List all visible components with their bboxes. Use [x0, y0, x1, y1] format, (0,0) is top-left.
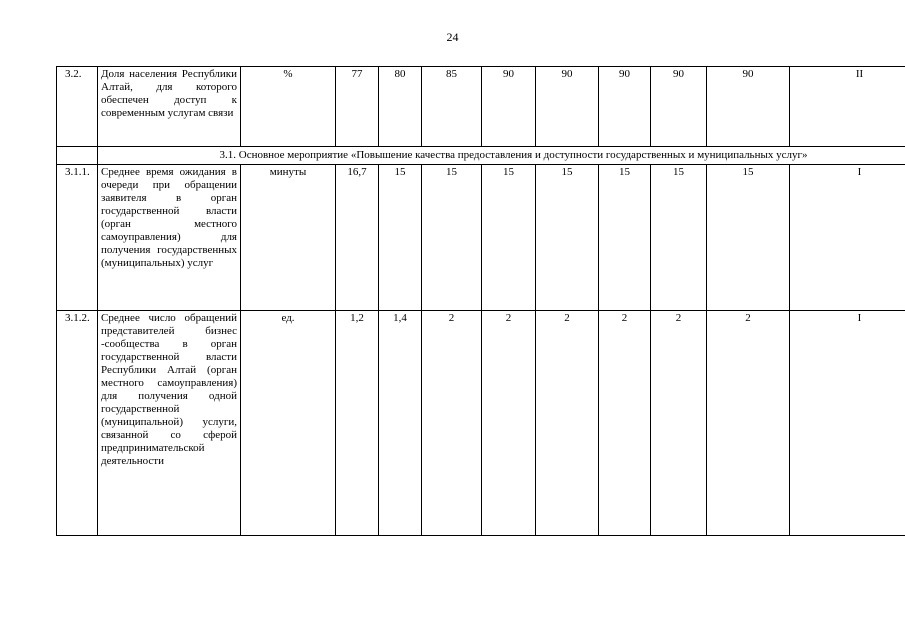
table-row	[57, 311, 905, 536]
indicator-name: Среднее время ожидания в очереди при обращении заявителя в орган государственной власти (орган местного самоуправления) для получения государственных (муниципальных) услуг	[98, 165, 241, 311]
row-number: 3.2.	[57, 67, 98, 147]
value-cell: 15	[651, 165, 707, 311]
page-number: 24	[446, 30, 459, 44]
row-number: 3.1.1.	[57, 165, 98, 311]
indicators-table	[56, 66, 905, 536]
table-row	[57, 165, 905, 311]
value-cell: 1,4	[379, 311, 422, 536]
value-cell: 77	[336, 67, 379, 147]
value-cell: 90	[482, 67, 536, 147]
value-cell: 90	[599, 67, 651, 147]
section-number-cell	[57, 147, 98, 165]
unit-cell: минуты	[241, 165, 336, 311]
value-cell: 15	[599, 165, 651, 311]
indicator-name: Среднее число обращений представителей бизнес -сообщества в орган государственной власти Республики Алтай (орган местного самоуправления) для получения одной государственной (муниципальной) услуги, связанной со сферой предпринимательской деятельности	[98, 311, 241, 536]
value-cell: 80	[379, 67, 422, 147]
value-cell: 90	[707, 67, 790, 147]
unit-cell: ед.	[241, 311, 336, 536]
value-cell: 2	[422, 311, 482, 536]
value-cell: 15	[536, 165, 599, 311]
type-cell: I	[790, 165, 905, 311]
type-cell: II	[790, 67, 905, 147]
value-cell: 2	[599, 311, 651, 536]
value-cell: 2	[651, 311, 707, 536]
value-cell: 1,2	[336, 311, 379, 536]
row-number: 3.1.2.	[57, 311, 98, 536]
value-cell: 15	[379, 165, 422, 311]
section-title: 3.1. Основное мероприятие «Повышение качества предоставления и доступности государственных и муниципальных услуг»	[98, 147, 905, 165]
value-cell: 15	[422, 165, 482, 311]
type-cell: I	[790, 311, 905, 536]
table-row	[57, 67, 905, 147]
indicator-name: Доля населения Республики Алтай, для которого обеспечен доступ к современным услугам связи	[98, 67, 241, 147]
value-cell: 15	[707, 165, 790, 311]
unit-cell: %	[241, 67, 336, 147]
value-cell: 85	[422, 67, 482, 147]
value-cell: 16,7	[336, 165, 379, 311]
value-cell: 90	[651, 67, 707, 147]
value-cell: 2	[482, 311, 536, 536]
value-cell: 2	[707, 311, 790, 536]
value-cell: 2	[536, 311, 599, 536]
section-row	[57, 147, 905, 165]
value-cell: 90	[536, 67, 599, 147]
value-cell: 15	[482, 165, 536, 311]
